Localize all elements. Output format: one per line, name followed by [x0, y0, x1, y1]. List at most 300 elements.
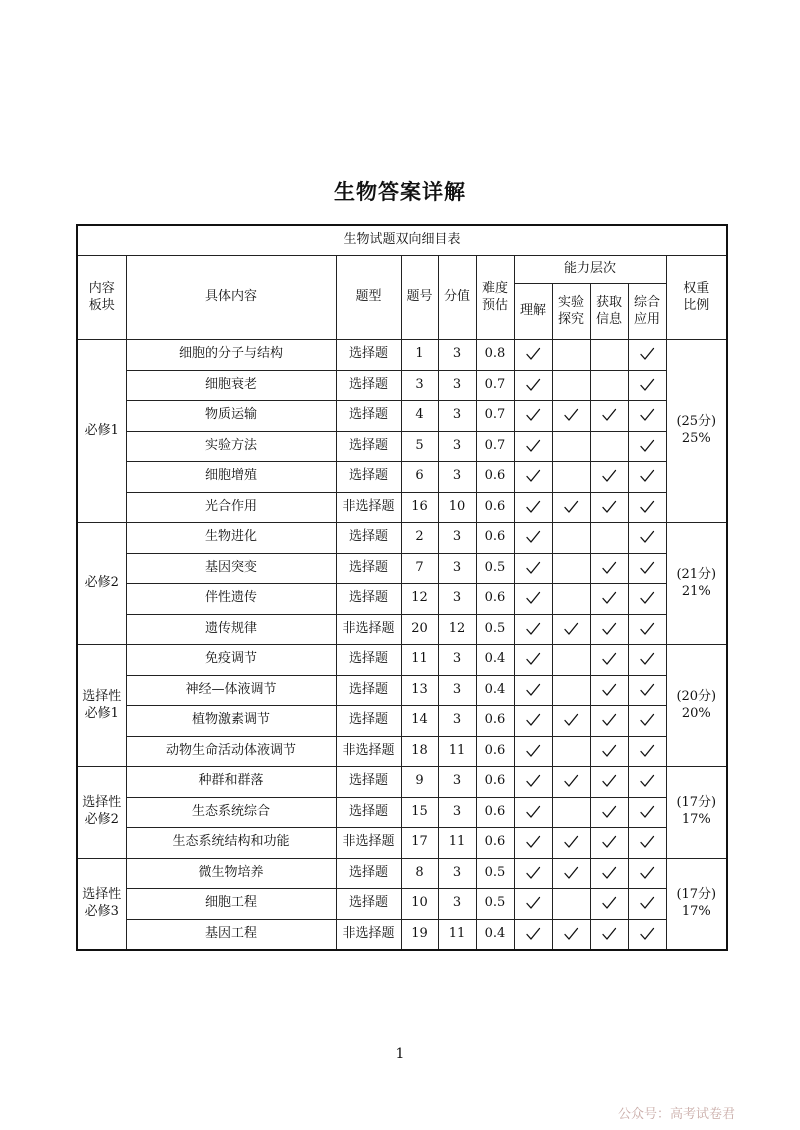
number-cell: 5 — [401, 431, 438, 462]
table-row — [77, 797, 727, 828]
table-row — [77, 492, 727, 523]
exam-specification-table — [76, 224, 728, 951]
weight-percent: 17% — [681, 903, 711, 919]
check-icon — [639, 529, 655, 545]
ability-application-cell — [628, 645, 666, 676]
difficulty-cell: 0.6 — [476, 767, 514, 798]
check-icon — [525, 407, 541, 423]
check-icon — [639, 346, 655, 362]
type-cell: 选择题 — [336, 523, 401, 554]
type-cell: 非选择题 — [336, 736, 401, 767]
ability-experiment-cell — [552, 431, 590, 462]
check-icon — [639, 621, 655, 637]
check-icon — [525, 895, 541, 911]
ability-application-cell — [628, 675, 666, 706]
check-icon — [525, 804, 541, 820]
table-row — [77, 401, 727, 432]
difficulty-cell: 0.6 — [476, 523, 514, 554]
ability-information-cell — [590, 523, 628, 554]
check-icon — [639, 834, 655, 850]
ability-information-cell — [590, 706, 628, 737]
ability-application-cell — [628, 614, 666, 645]
difficulty-cell: 0.7 — [476, 370, 514, 401]
difficulty-cell: 0.6 — [476, 736, 514, 767]
header-ability-understand-text: 理解 — [519, 303, 546, 319]
module-name-cell: 选择性 必修2 — [77, 767, 126, 859]
ability-application-cell — [628, 492, 666, 523]
content-cell: 动物生命活动体液调节 — [126, 736, 336, 767]
ability-understand-cell — [514, 523, 552, 554]
type-cell: 选择题 — [336, 706, 401, 737]
table-row — [77, 736, 727, 767]
check-icon — [601, 651, 617, 667]
table-row — [77, 340, 727, 371]
table-row — [77, 523, 727, 554]
check-icon — [601, 468, 617, 484]
check-icon — [601, 895, 617, 911]
ability-understand-cell — [514, 797, 552, 828]
check-icon — [525, 682, 541, 698]
ability-application-cell — [628, 706, 666, 737]
score-cell: 3 — [438, 797, 476, 828]
check-icon — [639, 895, 655, 911]
content-cell: 生态系统结构和功能 — [126, 828, 336, 859]
check-icon — [639, 712, 655, 728]
ability-experiment-cell — [552, 523, 590, 554]
ability-experiment-cell — [552, 492, 590, 523]
table-caption: 生物试题双向细目表 — [77, 225, 727, 256]
check-icon — [639, 377, 655, 393]
ability-application-cell — [628, 767, 666, 798]
ability-experiment-cell — [552, 706, 590, 737]
score-cell: 3 — [438, 675, 476, 706]
difficulty-cell: 0.6 — [476, 706, 514, 737]
ability-information-cell — [590, 797, 628, 828]
header-difficulty — [476, 256, 514, 340]
weight-cell — [666, 340, 727, 523]
content-cell: 免疫调节 — [126, 645, 336, 676]
check-icon — [601, 621, 617, 637]
score-cell: 3 — [438, 767, 476, 798]
ability-experiment-cell — [552, 828, 590, 859]
check-icon — [563, 621, 579, 637]
header-ability-understand — [514, 284, 552, 340]
table-row — [77, 553, 727, 584]
page-title: 生物答案详解 — [334, 180, 466, 204]
difficulty-cell: 0.5 — [476, 553, 514, 584]
number-cell: 7 — [401, 553, 438, 584]
type-cell: 选择题 — [336, 370, 401, 401]
check-icon — [639, 560, 655, 576]
number-cell: 3 — [401, 370, 438, 401]
ability-experiment-cell — [552, 614, 590, 645]
check-icon — [563, 926, 579, 942]
table-row — [77, 645, 727, 676]
ability-experiment-cell — [552, 889, 590, 920]
weight-score: (17分) — [676, 795, 717, 811]
check-icon — [601, 773, 617, 789]
number-cell: 10 — [401, 889, 438, 920]
table-row — [77, 858, 727, 889]
difficulty-cell: 0.7 — [476, 401, 514, 432]
ability-understand-cell — [514, 462, 552, 493]
ability-information-cell — [590, 736, 628, 767]
weight-percent: 20% — [681, 705, 711, 721]
ability-application-cell — [628, 828, 666, 859]
ability-information-cell — [590, 645, 628, 676]
page-number: 1 — [395, 1046, 405, 1062]
ability-understand-cell — [514, 645, 552, 676]
score-cell: 11 — [438, 919, 476, 950]
score-cell: 3 — [438, 431, 476, 462]
number-cell: 6 — [401, 462, 438, 493]
ability-experiment-cell — [552, 675, 590, 706]
difficulty-cell: 0.6 — [476, 584, 514, 615]
check-icon — [639, 743, 655, 759]
weight-cell — [666, 767, 727, 859]
header-difficulty-text: 难度 预估 — [481, 280, 508, 313]
header-ability-experiment — [552, 284, 590, 340]
difficulty-cell: 0.4 — [476, 919, 514, 950]
number-cell: 9 — [401, 767, 438, 798]
content-cell: 细胞工程 — [126, 889, 336, 920]
ability-understand-cell — [514, 767, 552, 798]
module-name-cell: 必修1 — [77, 340, 126, 523]
check-icon — [525, 651, 541, 667]
type-cell: 选择题 — [336, 553, 401, 584]
ability-information-cell — [590, 553, 628, 584]
score-cell: 3 — [438, 858, 476, 889]
check-icon — [601, 834, 617, 850]
type-cell: 选择题 — [336, 645, 401, 676]
ability-application-cell — [628, 431, 666, 462]
header-module — [77, 256, 126, 340]
number-cell: 12 — [401, 584, 438, 615]
check-icon — [563, 712, 579, 728]
check-icon — [525, 468, 541, 484]
type-cell: 选择题 — [336, 401, 401, 432]
ability-information-cell — [590, 401, 628, 432]
weight-score: (20分) — [676, 688, 717, 704]
check-icon — [563, 773, 579, 789]
header-ability-application-text: 综合 应用 — [633, 294, 660, 327]
header-score: 分值 — [438, 256, 476, 340]
ability-information-cell — [590, 919, 628, 950]
ability-understand-cell — [514, 584, 552, 615]
check-icon — [525, 834, 541, 850]
difficulty-cell: 0.5 — [476, 889, 514, 920]
number-cell: 14 — [401, 706, 438, 737]
score-cell: 3 — [438, 584, 476, 615]
number-cell: 20 — [401, 614, 438, 645]
check-icon — [563, 499, 579, 515]
ability-application-cell — [628, 553, 666, 584]
check-icon — [601, 743, 617, 759]
content-cell: 基因工程 — [126, 919, 336, 950]
check-icon — [601, 712, 617, 728]
header-ability-group: 能力层次 — [514, 256, 666, 284]
number-cell: 15 — [401, 797, 438, 828]
check-icon — [525, 560, 541, 576]
ability-understand-cell — [514, 431, 552, 462]
ability-experiment-cell — [552, 736, 590, 767]
type-cell: 选择题 — [336, 767, 401, 798]
ability-application-cell — [628, 462, 666, 493]
ability-experiment-cell — [552, 553, 590, 584]
ability-application-cell — [628, 736, 666, 767]
ability-information-cell — [590, 462, 628, 493]
ability-information-cell — [590, 492, 628, 523]
check-icon — [563, 834, 579, 850]
ability-information-cell — [590, 340, 628, 371]
content-cell: 生态系统综合 — [126, 797, 336, 828]
weight-score: (21分) — [676, 566, 717, 582]
type-cell: 选择题 — [336, 675, 401, 706]
ability-understand-cell — [514, 889, 552, 920]
module-name-cell: 必修2 — [77, 523, 126, 645]
content-cell: 实验方法 — [126, 431, 336, 462]
check-icon — [639, 865, 655, 881]
ability-information-cell — [590, 675, 628, 706]
ability-understand-cell — [514, 858, 552, 889]
check-icon — [525, 438, 541, 454]
header-ability-information-text: 获取 信息 — [595, 294, 622, 327]
content-cell: 基因突变 — [126, 553, 336, 584]
header-number: 题号 — [401, 256, 438, 340]
content-cell: 种群和群落 — [126, 767, 336, 798]
number-cell: 18 — [401, 736, 438, 767]
check-icon — [639, 651, 655, 667]
score-cell: 11 — [438, 828, 476, 859]
table-row — [77, 431, 727, 462]
score-cell: 3 — [438, 462, 476, 493]
ability-experiment-cell — [552, 370, 590, 401]
table-row — [77, 584, 727, 615]
ability-application-cell — [628, 370, 666, 401]
ability-understand-cell — [514, 340, 552, 371]
check-icon — [639, 682, 655, 698]
ability-understand-cell — [514, 919, 552, 950]
ability-experiment-cell — [552, 340, 590, 371]
ability-information-cell — [590, 584, 628, 615]
check-icon — [563, 407, 579, 423]
header-weight-text: 权重 比例 — [683, 280, 710, 313]
check-icon — [601, 804, 617, 820]
header-content: 具体内容 — [126, 256, 336, 340]
weight-percent: 17% — [681, 812, 711, 828]
type-cell: 选择题 — [336, 340, 401, 371]
score-cell: 3 — [438, 645, 476, 676]
ability-understand-cell — [514, 370, 552, 401]
check-icon — [525, 377, 541, 393]
check-icon — [639, 926, 655, 942]
weight-cell — [666, 858, 727, 950]
ability-understand-cell — [514, 675, 552, 706]
ability-application-cell — [628, 797, 666, 828]
score-cell: 12 — [438, 614, 476, 645]
number-cell: 2 — [401, 523, 438, 554]
header-module-text: 内容 板块 — [88, 280, 115, 313]
ability-experiment-cell — [552, 767, 590, 798]
check-icon — [601, 926, 617, 942]
content-cell: 细胞增殖 — [126, 462, 336, 493]
ability-information-cell — [590, 370, 628, 401]
ability-experiment-cell — [552, 462, 590, 493]
difficulty-cell: 0.6 — [476, 828, 514, 859]
module-name-cell: 选择性 必修3 — [77, 858, 126, 950]
type-cell: 选择题 — [336, 797, 401, 828]
ability-application-cell — [628, 919, 666, 950]
content-cell: 微生物培养 — [126, 858, 336, 889]
type-cell: 选择题 — [336, 462, 401, 493]
weight-percent: 25% — [681, 431, 711, 446]
weight-cell — [666, 645, 727, 767]
content-cell: 植物激素调节 — [126, 706, 336, 737]
ability-information-cell — [590, 767, 628, 798]
header-ability-experiment-text: 实验 探究 — [557, 294, 584, 327]
check-icon — [639, 468, 655, 484]
ability-experiment-cell — [552, 919, 590, 950]
table-row — [77, 889, 727, 920]
difficulty-cell: 0.5 — [476, 858, 514, 889]
content-cell: 伴性遗传 — [126, 584, 336, 615]
difficulty-cell: 0.4 — [476, 675, 514, 706]
header-weight — [666, 256, 727, 340]
table-row — [77, 828, 727, 859]
weight-percent: 21% — [681, 583, 711, 599]
score-cell: 3 — [438, 523, 476, 554]
weight-cell — [666, 523, 727, 645]
number-cell: 16 — [401, 492, 438, 523]
check-icon — [639, 407, 655, 423]
ability-information-cell — [590, 858, 628, 889]
ability-experiment-cell — [552, 584, 590, 615]
weight-score: (25分) — [676, 414, 717, 430]
table-row — [77, 462, 727, 493]
check-icon — [525, 773, 541, 789]
difficulty-cell: 0.5 — [476, 614, 514, 645]
ability-understand-cell — [514, 736, 552, 767]
check-icon — [639, 773, 655, 789]
check-icon — [563, 865, 579, 881]
header-ability-information — [590, 284, 628, 340]
ability-understand-cell — [514, 401, 552, 432]
ability-information-cell — [590, 828, 628, 859]
ability-understand-cell — [514, 553, 552, 584]
score-cell: 3 — [438, 553, 476, 584]
type-cell: 非选择题 — [336, 919, 401, 950]
number-cell: 13 — [401, 675, 438, 706]
table-row — [77, 767, 727, 798]
check-icon — [525, 865, 541, 881]
ability-understand-cell — [514, 706, 552, 737]
score-cell: 3 — [438, 340, 476, 371]
number-cell: 17 — [401, 828, 438, 859]
ability-application-cell — [628, 858, 666, 889]
check-icon — [525, 712, 541, 728]
number-cell: 1 — [401, 340, 438, 371]
content-cell: 细胞衰老 — [126, 370, 336, 401]
table-row — [77, 706, 727, 737]
ability-application-cell — [628, 401, 666, 432]
content-cell: 细胞的分子与结构 — [126, 340, 336, 371]
difficulty-cell: 0.4 — [476, 645, 514, 676]
ability-experiment-cell — [552, 858, 590, 889]
content-cell: 光合作用 — [126, 492, 336, 523]
score-cell: 10 — [438, 492, 476, 523]
difficulty-cell: 0.6 — [476, 492, 514, 523]
ability-experiment-cell — [552, 645, 590, 676]
ability-application-cell — [628, 889, 666, 920]
ability-understand-cell — [514, 492, 552, 523]
check-icon — [639, 499, 655, 515]
ability-information-cell — [590, 431, 628, 462]
score-cell: 3 — [438, 889, 476, 920]
check-icon — [639, 804, 655, 820]
ability-understand-cell — [514, 828, 552, 859]
header-ability-application — [628, 284, 666, 340]
check-icon — [525, 743, 541, 759]
type-cell: 非选择题 — [336, 828, 401, 859]
check-icon — [601, 682, 617, 698]
score-cell: 11 — [438, 736, 476, 767]
check-icon — [639, 438, 655, 454]
ability-experiment-cell — [552, 401, 590, 432]
difficulty-cell: 0.6 — [476, 462, 514, 493]
ability-understand-cell — [514, 614, 552, 645]
difficulty-cell: 0.8 — [476, 340, 514, 371]
check-icon — [639, 590, 655, 606]
module-name-cell: 选择性 必修1 — [77, 645, 126, 767]
check-icon — [601, 865, 617, 881]
content-cell: 生物进化 — [126, 523, 336, 554]
check-icon — [525, 621, 541, 637]
weight-score: (17分) — [676, 886, 717, 902]
ability-information-cell — [590, 614, 628, 645]
watermark: 公众号：高考试卷君 — [618, 1107, 736, 1122]
ability-information-cell — [590, 889, 628, 920]
check-icon — [525, 926, 541, 942]
ability-application-cell — [628, 523, 666, 554]
check-icon — [601, 590, 617, 606]
difficulty-cell: 0.7 — [476, 431, 514, 462]
number-cell: 8 — [401, 858, 438, 889]
type-cell: 非选择题 — [336, 614, 401, 645]
score-cell: 3 — [438, 370, 476, 401]
type-cell: 选择题 — [336, 858, 401, 889]
ability-application-cell — [628, 340, 666, 371]
ability-experiment-cell — [552, 797, 590, 828]
check-icon — [525, 499, 541, 515]
check-icon — [525, 346, 541, 362]
number-cell: 19 — [401, 919, 438, 950]
check-icon — [525, 529, 541, 545]
table-row — [77, 675, 727, 706]
score-cell: 3 — [438, 401, 476, 432]
type-cell: 选择题 — [336, 584, 401, 615]
content-cell: 物质运输 — [126, 401, 336, 432]
ability-application-cell — [628, 584, 666, 615]
type-cell: 选择题 — [336, 889, 401, 920]
difficulty-cell: 0.6 — [476, 797, 514, 828]
header-type: 题型 — [336, 256, 401, 340]
table-row — [77, 370, 727, 401]
table-row — [77, 614, 727, 645]
check-icon — [601, 560, 617, 576]
type-cell: 选择题 — [336, 431, 401, 462]
content-cell: 神经—体液调节 — [126, 675, 336, 706]
number-cell: 11 — [401, 645, 438, 676]
